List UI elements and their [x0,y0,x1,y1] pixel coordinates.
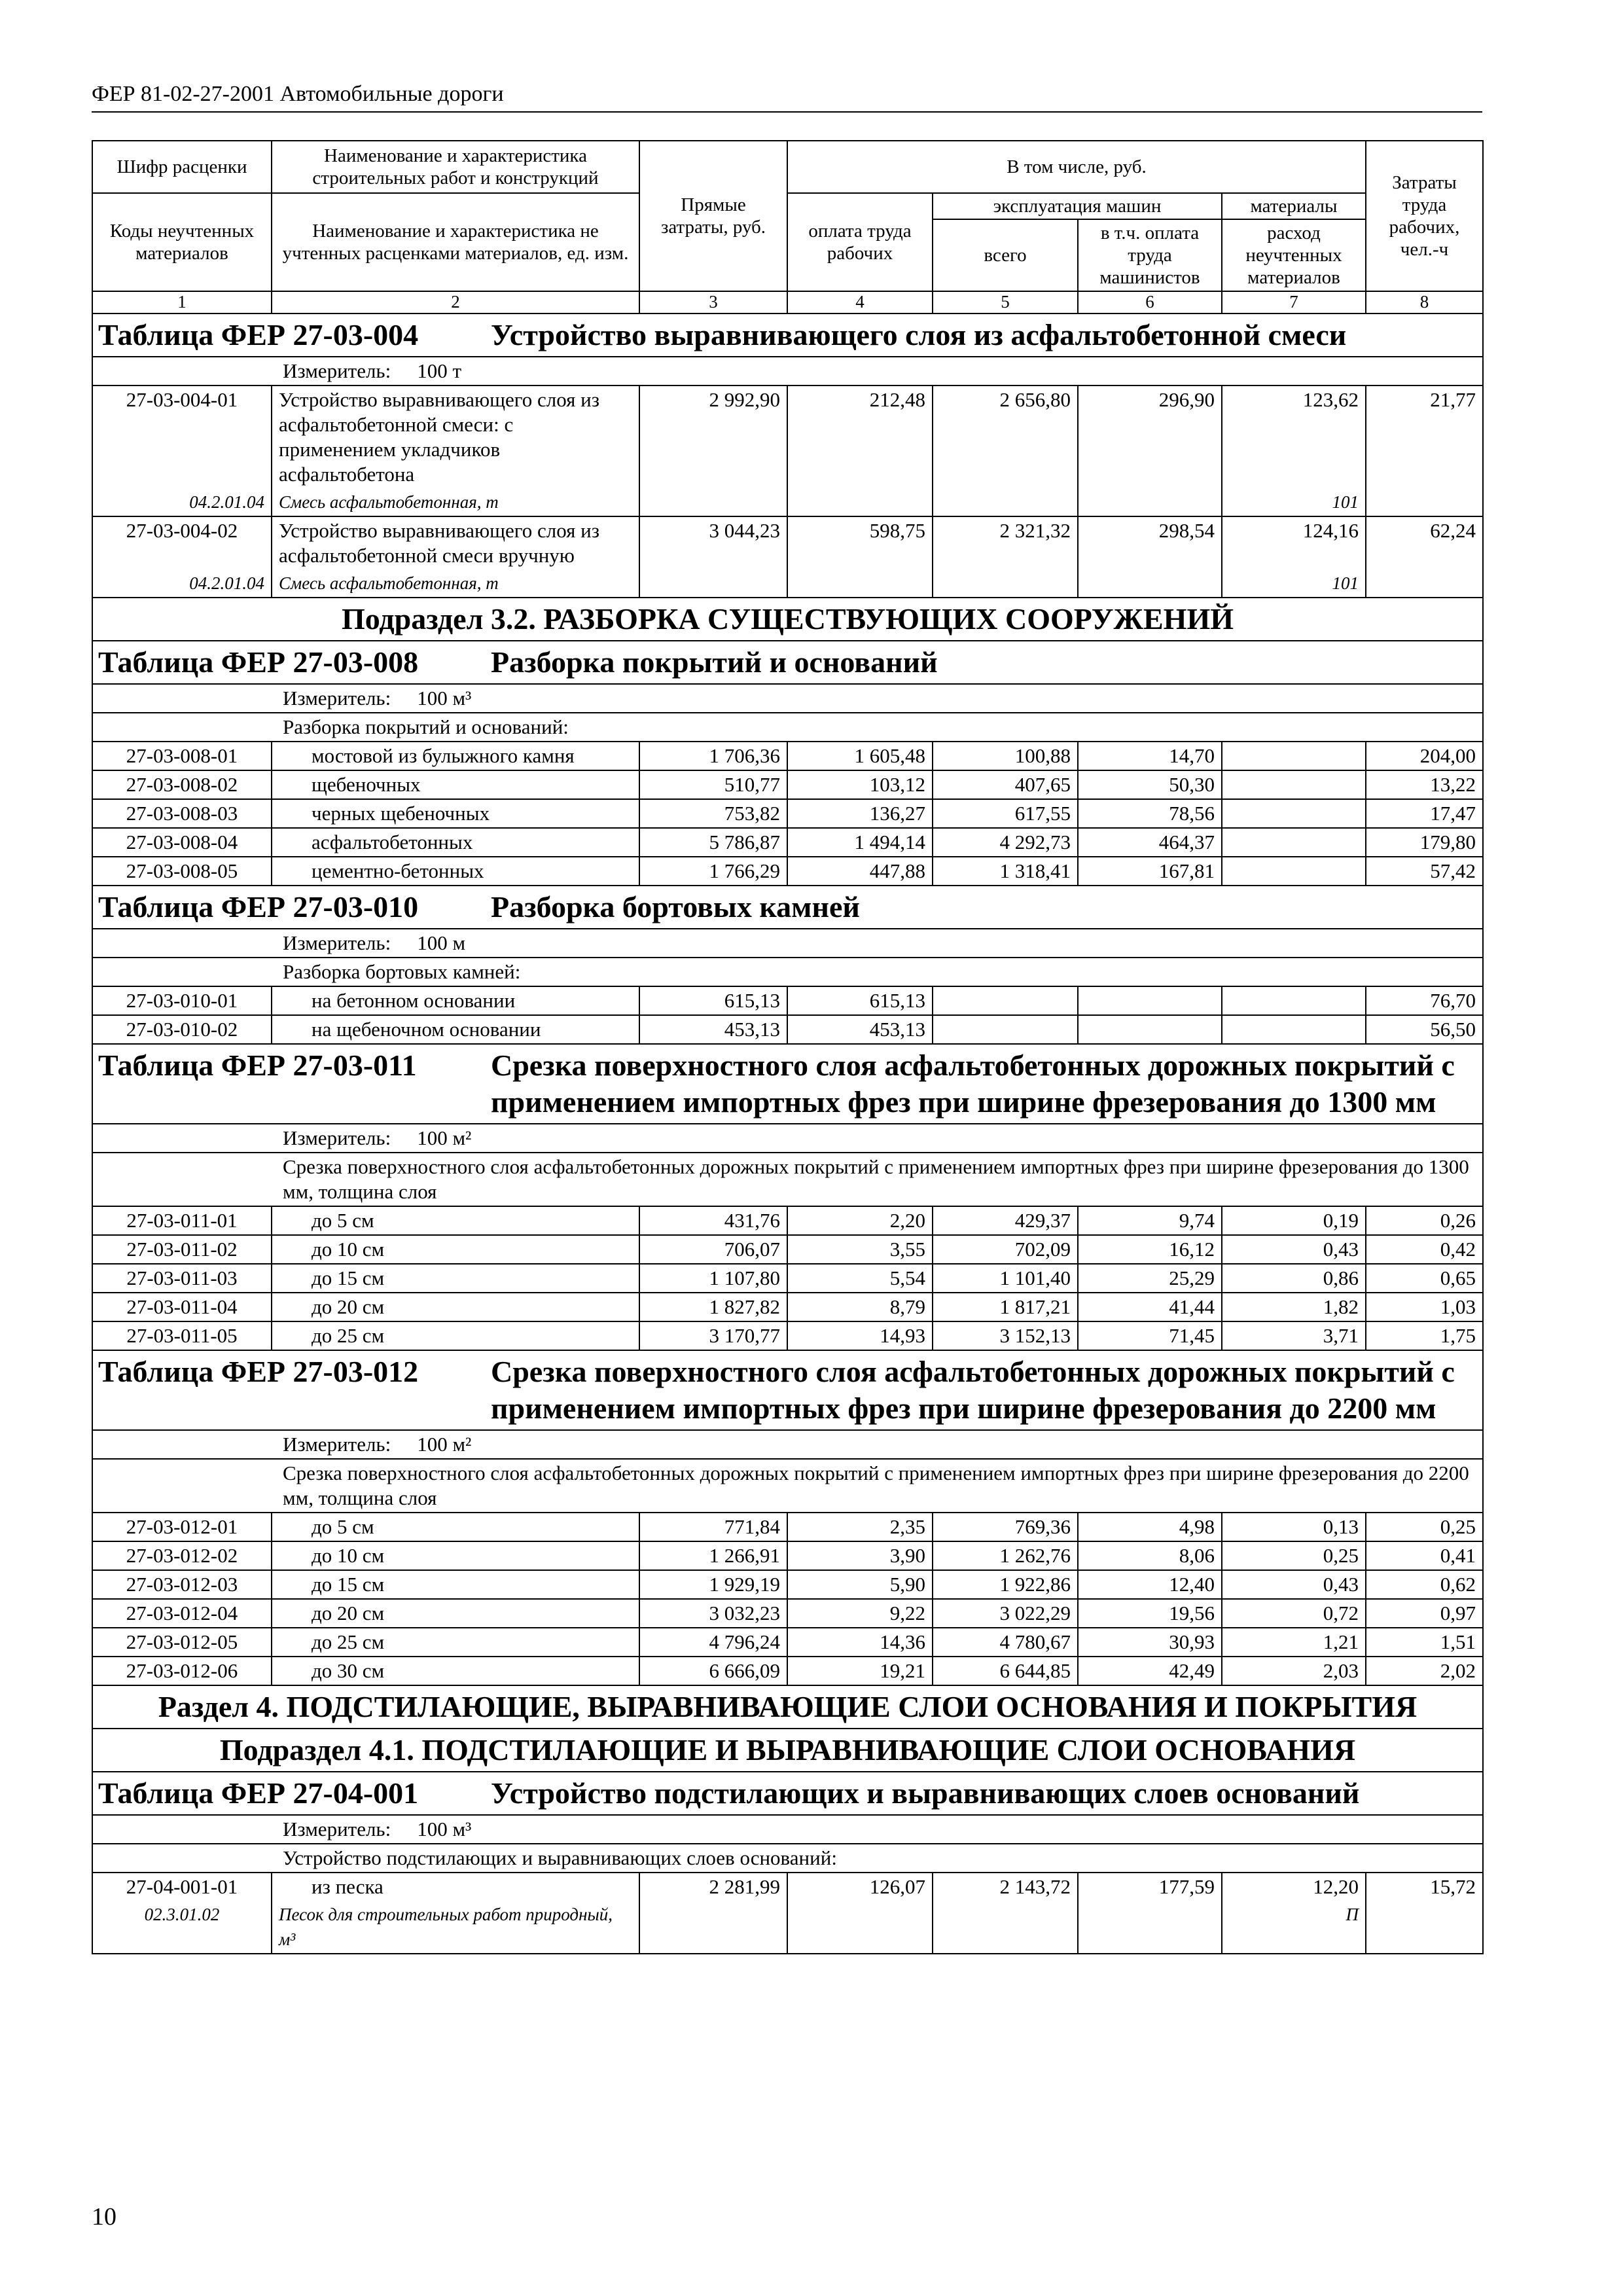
cell-name: до 5 см [272,1513,639,1541]
cell-mat [1222,742,1366,770]
cell-labor: 2,35 [787,1513,933,1541]
cell-code: 27-03-011-02 [92,1235,272,1264]
cell-direct: 615,13 [639,986,787,1015]
cell-mach: 1 262,76 [933,1541,1078,1570]
cell-hours: 2,02 [1366,1657,1483,1685]
cell-code: 27-03-008-04 [92,828,272,857]
cell-mach-lab: 12,40 [1078,1570,1222,1599]
cell-hours: 0,65 [1366,1264,1483,1293]
cell-labor: 103,12 [787,770,933,799]
cell-mat [1222,986,1366,1015]
cell-code: 27-03-008-01 [92,742,272,770]
col-header-hours: Затраты труда рабочих, чел.-ч [1366,141,1483,291]
cell-name: до 30 см [272,1657,639,1685]
cell-labor: 5,90 [787,1570,933,1599]
col-header-mat-use: расход неучтенных материалов [1222,219,1366,291]
table-title: Таблица ФЕР 27-03-011 Срезка поверхностного слоя асфальтобетонных дорожных покрытий с применением импортных фрез при ширине фрезерования до 1300 мм [92,1044,1483,1124]
cell-hours: 0,26 [1366,1206,1483,1235]
cell-direct: 1 266,91 [639,1541,787,1570]
table-row [92,1570,1483,1599]
cell-mach-lab: 14,70 [1078,742,1222,770]
cell-mach-lab: 25,29 [1078,1264,1222,1293]
table-subtitle: Срезка поверхностного слоя асфальтобетонных дорожных покрытий с применением импортных фрез при ширине фрезерования до 1300 мм, толщина слоя [92,1153,1483,1206]
cell-mat: 0,25 [1222,1541,1366,1570]
cell-mach: 429,37 [933,1206,1078,1235]
cell-code: 27-03-012-01 [92,1513,272,1541]
cell-mach: 617,55 [933,799,1078,828]
cell-mat: 1,82 [1222,1293,1366,1321]
table-row [92,742,1483,770]
col-header-matname: Наименование и характеристика не учтенных расценками материалов, ед. изм. [272,193,639,291]
cell-mach-lab: 4,98 [1078,1513,1222,1541]
cell-labor: 1 494,14 [787,828,933,857]
cell-mach-lab: 41,44 [1078,1293,1222,1321]
cell-direct: 5 786,87 [639,828,787,857]
cell-mat [1222,857,1366,886]
cell-direct: 6 666,09 [639,1657,787,1685]
cell-name: до 10 см [272,1235,639,1264]
cell-code: 27-03-008-02 [92,770,272,799]
cell-hours: 179,80 [1366,828,1483,857]
table-row [92,1321,1483,1350]
cell-name: черных щебеночных [272,799,639,828]
cell-code: 27-03-011-04 [92,1293,272,1321]
cell-name: щебеночных [272,770,639,799]
col-header-code: Шифр расценки [92,141,272,193]
table-row: 27-03-004-02 Устройство выравнивающего слоя из асфальтобетонной смеси вручную 3 044,23 598,75 2 321,32 298,54 124,16 62,24 [92,516,1483,569]
table-row [92,1541,1483,1570]
cell-code: 27-03-008-05 [92,857,272,886]
cell-direct: 1 929,19 [639,1570,787,1599]
cell-name: мостовой из булыжного камня [272,742,639,770]
table-row [92,770,1483,799]
cell-labor: 2,20 [787,1206,933,1235]
table-row [92,1264,1483,1293]
cell-direct: 1 766,29 [639,857,787,886]
cell-labor: 14,36 [787,1628,933,1657]
table-row: 27-03-004-01 Устройство выравнивающего слоя из асфальтобетонной смеси: с применением укладчиков асфальтобетона 2 992,90 212,48 2 656,80 296,90 123,62 21,77 [92,386,1483,488]
col-number: 1 [92,291,272,314]
price-table [92,140,1484,1954]
cell-mach-lab: 19,56 [1078,1599,1222,1628]
cell-mat [1222,770,1366,799]
table-row [92,1015,1483,1044]
cell-direct: 3 170,77 [639,1321,787,1350]
table-subtitle: Срезка поверхностного слоя асфальтобетонных дорожных покрытий с применением импортных фрез при ширине фрезерования до 2200 мм, толщина слоя [92,1459,1483,1513]
col-header-mach-labor: в т.ч. оплата труда машинистов [1078,219,1222,291]
cell-mach: 3 022,29 [933,1599,1078,1628]
cell-mach: 702,09 [933,1235,1078,1264]
measure-row: Измеритель: 100 м³ [92,684,1483,713]
cell-mat: 0,43 [1222,1570,1366,1599]
cell-direct: 431,76 [639,1206,787,1235]
table-row: 27-04-001-01 из песка 2 281,99 126,07 2 143,72 177,59 12,20 15,72 [92,1873,1483,1901]
cell-mach-lab: 78,56 [1078,799,1222,828]
cell-mach-lab: 464,37 [1078,828,1222,857]
measure-row: Измеритель: 100 м³ [92,1815,1483,1844]
col-header-matcode: Коды неучтенных материалов [92,193,272,291]
cell-mach-lab: 9,74 [1078,1206,1222,1235]
measure-row: Измеритель: 100 т [92,357,1483,386]
cell-labor: 14,93 [787,1321,933,1350]
cell-name: асфальтобетонных [272,828,639,857]
cell-labor: 3,90 [787,1541,933,1570]
subsection-title: Подраздел 3.2. РАЗБОРКА СУЩЕСТВУЮЩИХ СООРУЖЕНИЙ [92,598,1483,641]
material-row: 04.2.01.04 Смесь асфальтобетонная, т 101 [92,569,1483,598]
col-number: 7 [1222,291,1366,314]
cell-code: 27-03-010-02 [92,1015,272,1044]
cell-name: до 15 см [272,1570,639,1599]
cell-mach: 1 922,86 [933,1570,1078,1599]
cell-mach-lab: 8,06 [1078,1541,1222,1570]
col-header-incl: В том числе, руб. [787,141,1366,193]
cell-mach [933,986,1078,1015]
cell-mach: 1 817,21 [933,1293,1078,1321]
cell-name: до 15 см [272,1264,639,1293]
cell-direct: 753,82 [639,799,787,828]
cell-direct: 1 107,80 [639,1264,787,1293]
section-title: Раздел 4. ПОДСТИЛАЮЩИЕ, ВЫРАВНИВАЮЩИЕ СЛОИ ОСНОВАНИЯ И ПОКРЫТИЯ [92,1685,1483,1729]
cell-labor: 8,79 [787,1293,933,1321]
cell-hours: 56,50 [1366,1015,1483,1044]
col-number: 4 [787,291,933,314]
table-title: Таблица ФЕР 27-03-010 Разборка бортовых камней [92,886,1483,929]
cell-labor: 615,13 [787,986,933,1015]
measure-row: Измеритель: 100 м² [92,1430,1483,1459]
cell-mach: 1 101,40 [933,1264,1078,1293]
cell-mach: 3 152,13 [933,1321,1078,1350]
col-header-machines: эксплуатация машин [933,193,1222,219]
cell-mach-lab: 50,30 [1078,770,1222,799]
col-header-mach-total: всего [933,219,1078,291]
cell-mach: 407,65 [933,770,1078,799]
cell-mach-lab: 167,81 [1078,857,1222,886]
cell-hours: 76,70 [1366,986,1483,1015]
table-row [92,1599,1483,1628]
col-number: 2 [272,291,639,314]
cell-direct: 1 827,82 [639,1293,787,1321]
cell-mach: 6 644,85 [933,1657,1078,1685]
cell-code: 27-03-011-05 [92,1321,272,1350]
cell-mach [933,1015,1078,1044]
material-row: 04.2.01.04 Смесь асфальтобетонная, т 101 [92,488,1483,516]
cell-hours: 13,22 [1366,770,1483,799]
cell-mach-lab: 30,93 [1078,1628,1222,1657]
cell-mach-lab: 71,45 [1078,1321,1222,1350]
cell-mat: 0,72 [1222,1599,1366,1628]
col-number: 5 [933,291,1078,314]
table-subtitle: Разборка бортовых камней: [92,958,1483,986]
table-row [92,1206,1483,1235]
cell-mach: 4 780,67 [933,1628,1078,1657]
table-row [92,1293,1483,1321]
table-title: Таблица ФЕР 27-03-012 Срезка поверхностного слоя асфальтобетонных дорожных покрытий с применением импортных фрез при ширине фрезерования до 2200 мм [92,1350,1483,1430]
measure-row: Измеритель: 100 м² [92,1124,1483,1153]
table-row [92,1513,1483,1541]
cell-hours: 0,25 [1366,1513,1483,1541]
table-row [92,1657,1483,1685]
table-subtitle: Устройство подстилающих и выравнивающих слоев оснований: [92,1844,1483,1873]
cell-code: 27-03-012-02 [92,1541,272,1570]
cell-name: до 20 см [272,1599,639,1628]
cell-mach-lab: 42,49 [1078,1657,1222,1685]
subsection-title: Подраздел 4.1. ПОДСТИЛАЮЩИЕ И ВЫРАВНИВАЮЩИЕ СЛОИ ОСНОВАНИЯ [92,1729,1483,1772]
cell-mat [1222,828,1366,857]
cell-mat: 1,21 [1222,1628,1366,1657]
cell-direct: 706,07 [639,1235,787,1264]
cell-name: на щебеночном основании [272,1015,639,1044]
cell-direct: 4 796,24 [639,1628,787,1657]
cell-labor: 136,27 [787,799,933,828]
table-subtitle: Разборка покрытий и оснований: [92,713,1483,742]
cell-mat [1222,1015,1366,1044]
cell-mat: 0,43 [1222,1235,1366,1264]
cell-mach: 4 292,73 [933,828,1078,857]
cell-mat: 0,13 [1222,1513,1366,1541]
cell-hours: 0,41 [1366,1541,1483,1570]
cell-direct: 3 032,23 [639,1599,787,1628]
cell-hours: 1,75 [1366,1321,1483,1350]
col-header-labor: оплата труда рабочих [787,193,933,291]
table-title: Таблица ФЕР 27-04-001 Устройство подстилающих и выравнивающих слоев оснований [92,1772,1483,1815]
cell-labor: 19,21 [787,1657,933,1685]
table-row [92,1628,1483,1657]
col-number: 3 [639,291,787,314]
cell-name: цементно-бетонных [272,857,639,886]
cell-mat [1222,799,1366,828]
cell-labor: 3,55 [787,1235,933,1264]
cell-direct: 510,77 [639,770,787,799]
cell-mat: 0,86 [1222,1264,1366,1293]
table-title: Таблица ФЕР 27-03-004 Устройство выравнивающего слоя из асфальтобетонной смеси [92,314,1483,357]
cell-name: до 5 см [272,1206,639,1235]
cell-code: 27-03-012-05 [92,1628,272,1657]
cell-mach: 100,88 [933,742,1078,770]
material-row: 02.3.01.02 Песок для строительных работ природный, м³ П [92,1901,1483,1954]
cell-code: 27-03-011-03 [92,1264,272,1293]
col-header-name: Наименование и характеристика строительных работ и конструкций [272,141,639,193]
cell-name: до 25 см [272,1321,639,1350]
cell-labor: 1 605,48 [787,742,933,770]
cell-code: 27-03-008-03 [92,799,272,828]
cell-hours: 0,97 [1366,1599,1483,1628]
cell-direct: 1 706,36 [639,742,787,770]
cell-hours: 1,03 [1366,1293,1483,1321]
cell-code: 27-03-012-03 [92,1570,272,1599]
cell-code: 27-03-010-01 [92,986,272,1015]
measure-row: Измеритель: 100 м [92,929,1483,958]
col-header-direct: Прямые затраты, руб. [639,141,787,291]
cell-mach-lab [1078,986,1222,1015]
cell-mach: 769,36 [933,1513,1078,1541]
cell-labor: 447,88 [787,857,933,886]
cell-mat: 3,71 [1222,1321,1366,1350]
cell-labor: 453,13 [787,1015,933,1044]
cell-labor: 9,22 [787,1599,933,1628]
table-title: Таблица ФЕР 27-03-008 Разборка покрытий и оснований [92,641,1483,684]
cell-mach-lab [1078,1015,1222,1044]
cell-hours: 0,42 [1366,1235,1483,1264]
cell-direct: 453,13 [639,1015,787,1044]
cell-mat: 0,19 [1222,1206,1366,1235]
cell-hours: 1,51 [1366,1628,1483,1657]
cell-labor: 5,54 [787,1264,933,1293]
table-row [92,828,1483,857]
cell-hours: 204,00 [1366,742,1483,770]
cell-name: до 20 см [272,1293,639,1321]
cell-name: до 25 см [272,1628,639,1657]
cell-hours: 17,47 [1366,799,1483,828]
col-number: 8 [1366,291,1483,314]
cell-code: 27-03-011-01 [92,1206,272,1235]
cell-code: 27-03-012-06 [92,1657,272,1685]
col-number: 6 [1078,291,1222,314]
table-row [92,799,1483,828]
cell-name: на бетонном основании [272,986,639,1015]
cell-mach-lab: 16,12 [1078,1235,1222,1264]
cell-code: 27-03-012-04 [92,1599,272,1628]
cell-direct: 771,84 [639,1513,787,1541]
cell-name: до 10 см [272,1541,639,1570]
cell-mach: 1 318,41 [933,857,1078,886]
page-header: ФЕР 81-02-27-2001 Автомобильные дороги [92,77,1482,113]
cell-mat: 2,03 [1222,1657,1366,1685]
table-row [92,986,1483,1015]
page-number: 10 [92,2203,116,2231]
table-row [92,1235,1483,1264]
table-row [92,857,1483,886]
col-header-materials: материалы [1222,193,1366,219]
cell-hours: 0,62 [1366,1570,1483,1599]
cell-hours: 57,42 [1366,857,1483,886]
